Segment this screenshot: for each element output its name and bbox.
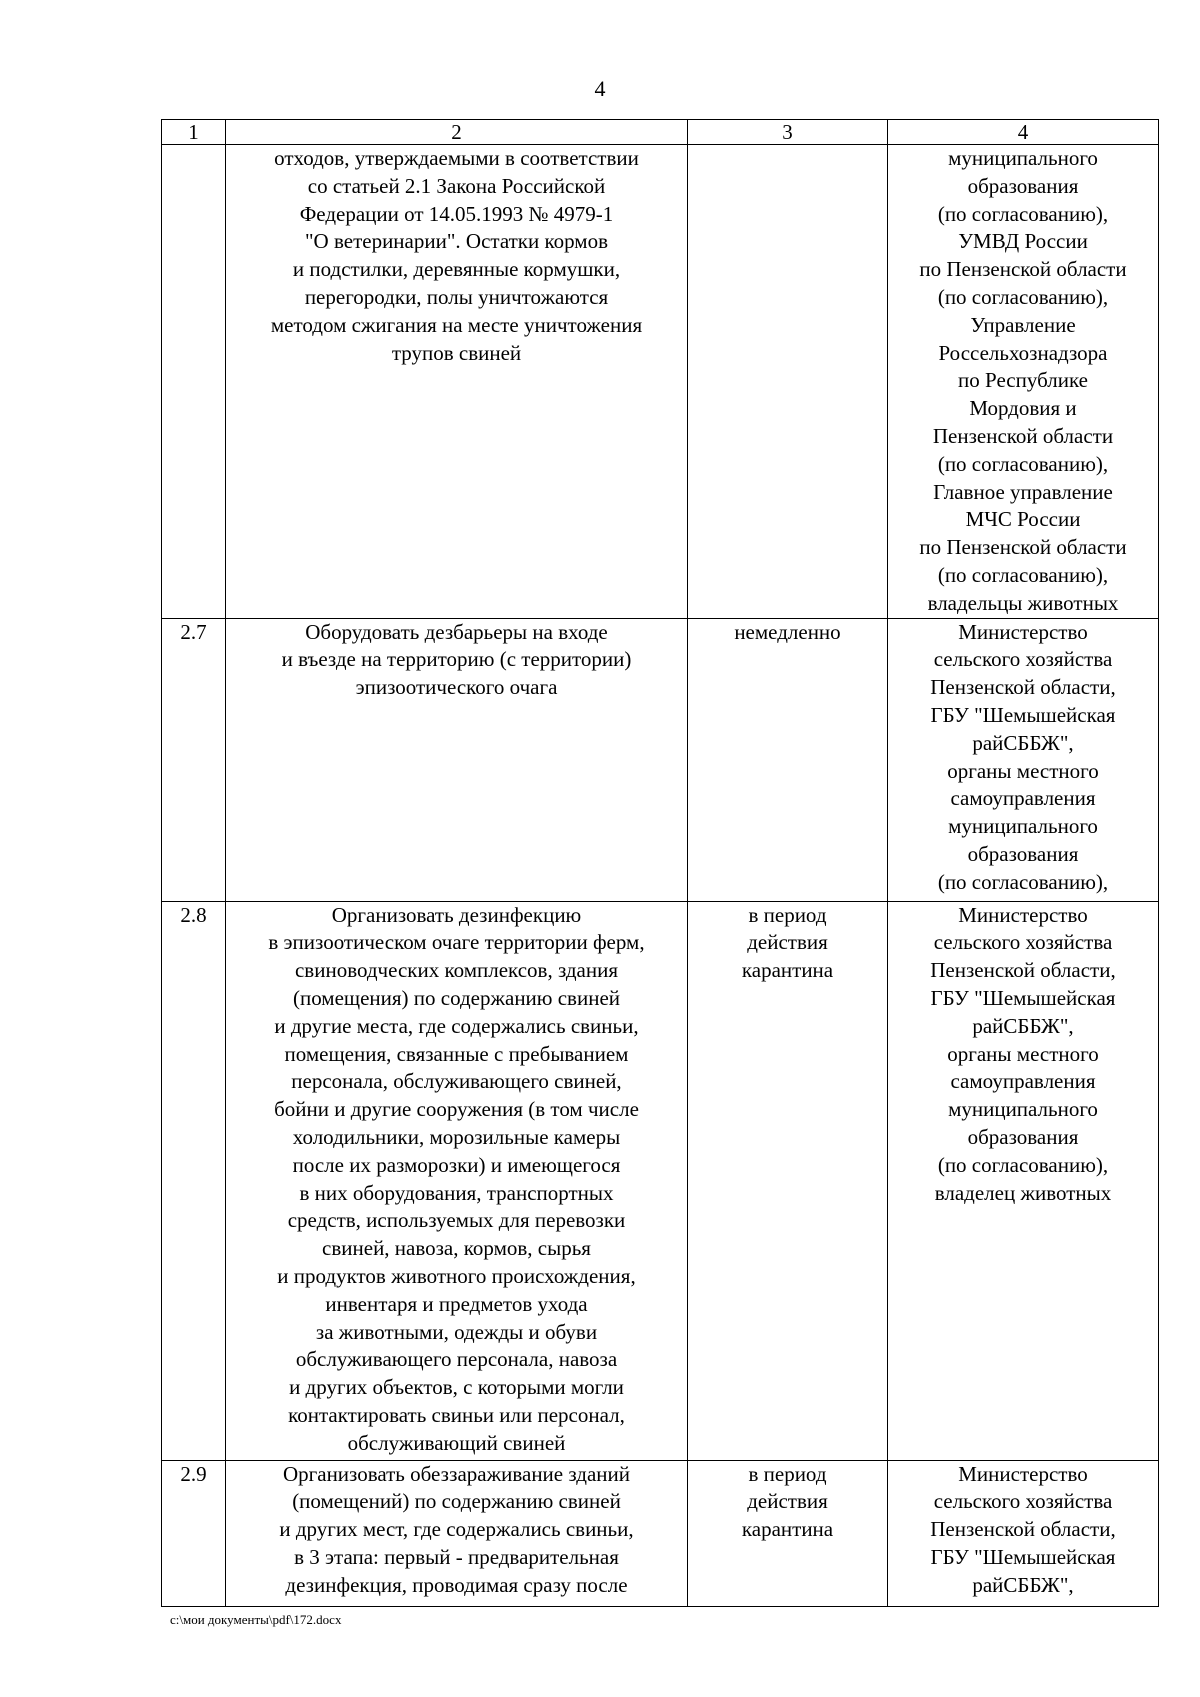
row-term: в период действия карантина [688, 1460, 888, 1606]
row-measure: Организовать дезинфекцию в эпизоотическом очаге территории ферм, свиноводческих комплексов, здания (помещения) по содержанию свиней и другие места, где содержались свиньи, помещения, связанные с пребыванием персонала, обслуживающего свиней, бойни и другие сооружения (в том числе холодильники, морозильные камеры после их разморозки) и имеющегося в них оборудования, транспортных средств, используемых для перевозки свиней, навоза, кормов, сырья и продуктов животного происхождения, инвентаря и предметов ухода за животными, одежды и обуви обслуживающего персонала, навоза и других объектов, с которыми могли контактировать свиньи или персонал, обслуживающий свиней [226, 901, 688, 1460]
row-responsible: Министерство сельского хозяйства Пензенской области, ГБУ "Шемышейская райСББЖ", [888, 1460, 1159, 1606]
row-measure: Организовать обеззараживание зданий (помещений) по содержанию свиней и других мест, где содержались свиньи, в 3 этапа: первый - предварительная дезинфекция, проводимая сразу после [226, 1460, 688, 1606]
page-number: 4 [594, 76, 606, 101]
row-measure: Оборудовать дезбарьеры на входе и въезде на территорию (с территории) эпизоотического очага [226, 618, 688, 901]
measures-table [161, 119, 1159, 1607]
header-cell-1: 1 [162, 120, 226, 145]
header-cell-4: 4 [888, 120, 1159, 145]
table-row [162, 618, 1159, 901]
row-number [162, 145, 226, 619]
row-term: немедленно [688, 618, 888, 901]
row-number: 2.9 [162, 1460, 226, 1606]
table-row [162, 145, 1159, 619]
header-cell-2: 2 [226, 120, 688, 145]
table-header-row [162, 120, 1159, 145]
row-number: 2.8 [162, 901, 226, 1460]
row-term: в период действия карантина [688, 901, 888, 1460]
row-responsible: Министерство сельского хозяйства Пензенской области, ГБУ "Шемышейская райСББЖ", органы местного самоуправления муниципального образования (по согласованию), [888, 618, 1159, 901]
row-term [688, 145, 888, 619]
table-row [162, 901, 1159, 1460]
header-cell-3: 3 [688, 120, 888, 145]
row-measure: отходов, утверждаемыми в соответствии со статьей 2.1 Закона Российской Федерации от 14.05.1993 № 4979-1 "О ветеринарии". Остатки кормов и подстилки, деревянные кормушки, перегородки, полы уничтожаются методом сжигания на месте уничтожения трупов свиней [226, 145, 688, 619]
row-responsible: муниципального образования (по согласованию), УМВД России по Пензенской области (по согласованию), Управление Россельхознадзора по Республике Мордовия и Пензенской области (по согласованию), Главное управление МЧС России по Пензенской области (по согласованию), владельцы животных [888, 145, 1159, 619]
file-path-footer: c:\мои документы\pdf\172.docx [170, 1612, 342, 1627]
table-row [162, 1460, 1159, 1606]
row-number: 2.7 [162, 618, 226, 901]
row-responsible: Министерство сельского хозяйства Пензенской области, ГБУ "Шемышейская райСББЖ", органы местного самоуправления муниципального образования (по согласованию), владелец животных [888, 901, 1159, 1460]
